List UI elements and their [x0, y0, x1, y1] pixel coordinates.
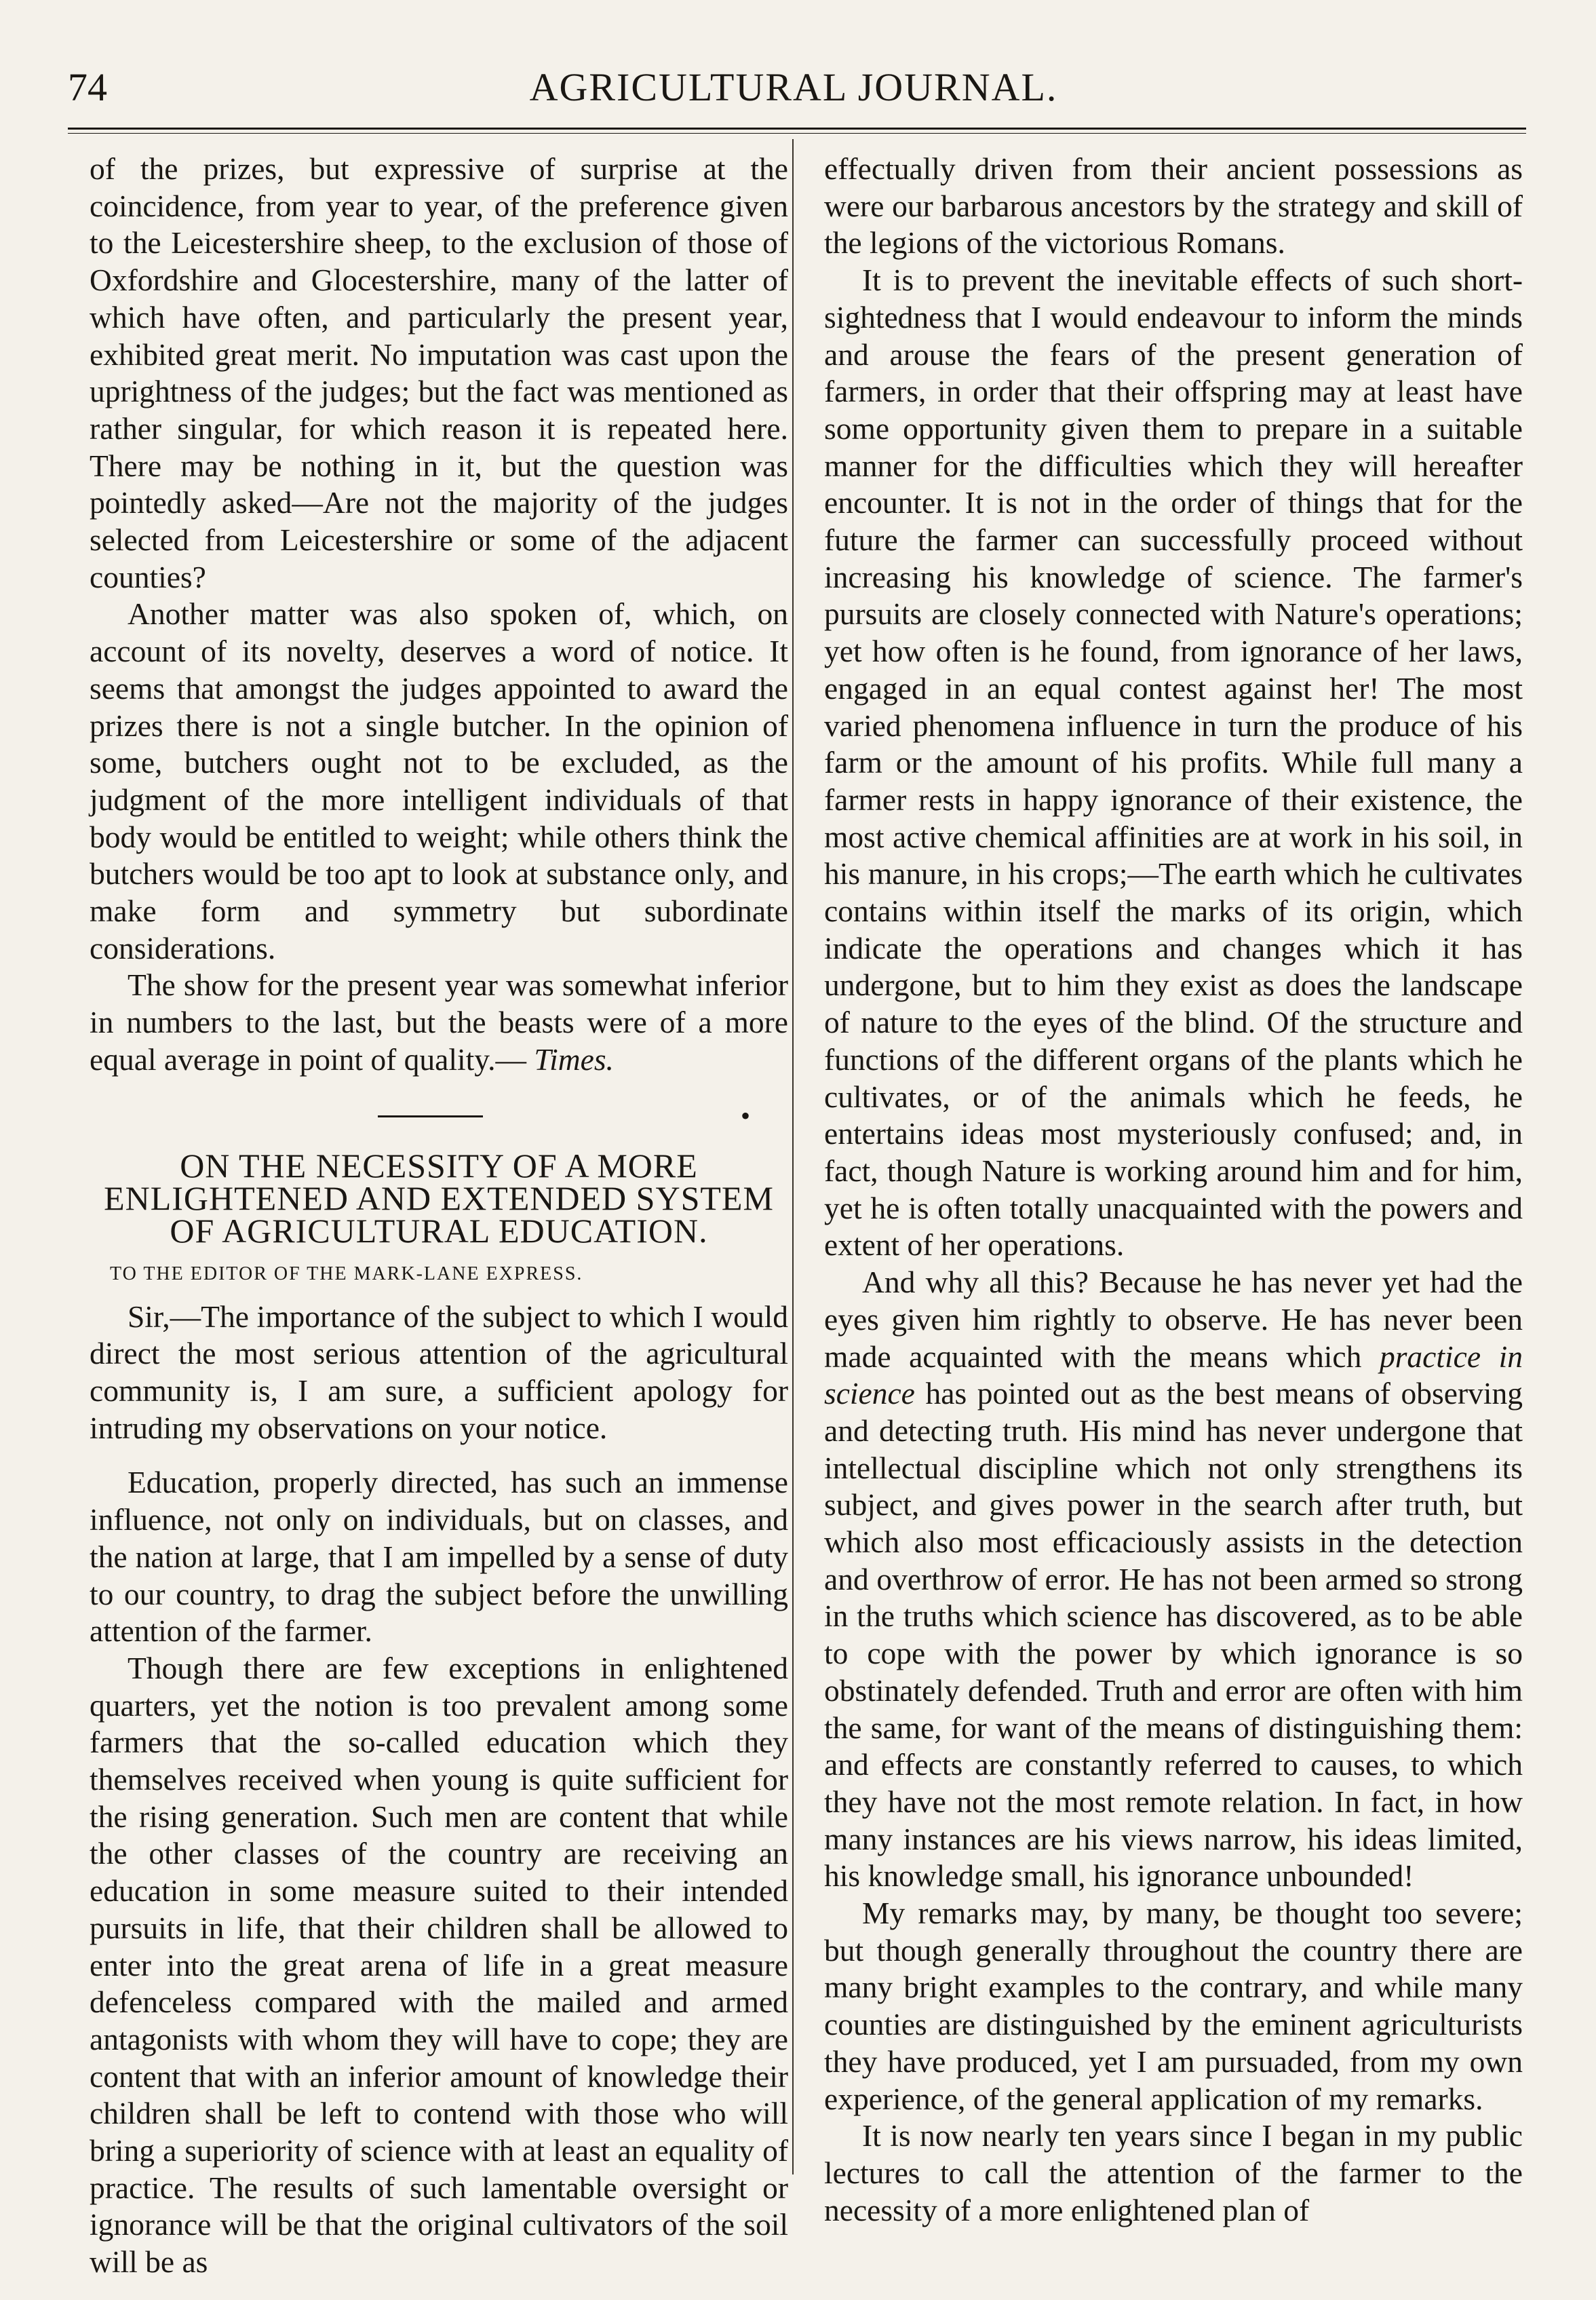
source-attribution: Times.: [534, 1041, 614, 1077]
article-title: ON THE NECESSITY OF A MORE ENLIGHTENED AND EXTENDED SYSTEM OF AGRICULTURAL EDUCATION.: [104, 1146, 774, 1250]
paragraph: of the prizes, but expressive of surprise at the coincidence, from year to year, of the preference given to the Leicestershire sheep, to the exclusion of those of Oxfordshire and Glocestershire, many of the latter of which have often, and particularly the present year, exhibited great merit. No imputation was cast upon the uprightness of the judges; but the fact was mentioned as rather singular, for which reason it is repeated here. There may be nothing in it, but the question was pointedly asked—Are not the majority of the judges selected from Leicestershire or some of the adjacent counties?: [90, 151, 788, 594]
header-rule-thin: [68, 133, 1526, 134]
paragraph-text: The show for the present year was somewhat inferior in numbers to the last, but the beasts were of a more equal average in point of quality.—: [90, 967, 788, 1077]
paragraph-text: And why all this? Because he has never yet had the eyes given him rightly to observe. He has never been made acquainted with the means which: [824, 1265, 1523, 1374]
left-column: [90, 151, 788, 2281]
paragraph: Sir,—The importance of the subject to which I would direct the most serious attention of the agricultural community is, I am sure, a sufficient apology for intruding my observations on your notice.: [90, 1299, 788, 1445]
page-header: [68, 58, 1519, 119]
paragraph-text: has pointed out as the best means of observing and detecting truth. His mind has never undergone that intellectual discipline which not only strengthens its subject, and gives power in the search after truth, but which also most efficaciously assists in the detection and overthrow of error. He has not been armed so strong in the truths which science has discovered, as to be able to cope with the power by which ignorance is so obstinately defended. Truth and error are often with him the same, for want of the means of distinguishing them: and effects are constantly referred to causes, to which they have not the most remote relation. In fact, in how many instances are his views narrow, his ideas limited, his knowledge small, his ignorance unbounded!: [824, 1376, 1523, 1894]
page-number: 74: [68, 65, 107, 109]
divider-mark: •: [741, 1100, 751, 1131]
paragraph: Education, properly directed, has such an immense influence, not only on individuals, but on classes, and the nation at large, that I am impelled by a sense of duty to our country, to drag the subject before the unwilling attention of the farmer.: [90, 1465, 788, 1649]
paragraph: Another matter was also spoken of, which, on account of its novelty, deserves a word of notice. It seems that amongst the judges appointed to award the prizes there is not a single butcher. In the opinion of some, butchers ought not to be excluded, as the judgment of the more intelligent individuals of that body would be entitled to weight; while others think the butchers would be too apt to look at substance only, and make form and symmetry but subordinate considerations.: [90, 596, 788, 965]
header-rule: [68, 128, 1526, 130]
paragraph: [90, 967, 788, 1078]
section-divider: [90, 1096, 788, 1137]
right-column: [824, 151, 1523, 2229]
paragraph: effectually driven from their ancient possessions as were our barbarous ancestors by the strategy and skill of the legions of the victorious Romans.: [824, 151, 1523, 261]
paragraph: It is to prevent the inevitable effects of such short-sightedness that I would endeavour to inform the minds and arouse the fears of the present generation of farmers, in order that their offspring may at least have some opportunity given them to prepare in a suitable manner for the difficulties which they will hereafter encounter. It is not in the order of things that for the future the farmer can successfully proceed without increasing his knowledge of science. The farmer's pursuits are closely connected with Nature's operations; yet how often is he found, from ignorance of her laws, engaged in an equal contest against her! The most varied phenomena influence in turn the produce of his farm or the amount of his profits. While full many a farmer rests in happy ignorance of their existence, the most active chemical affinities are at work in his soil, in his manure, in his crops;—The earth which he cultivates contains within itself the marks of its origin, which indicate the operations and changes which it has undergone, but to him they exist as does the landscape of nature to the eyes of the blind. Of the structure and functions of the different organs of the plants which he cultivates, or of the animals which he feeds, he entertains ideas most mysteriously confused; and, in fact, though Nature is working around him and for him, yet he is often totally unacquainted with the powers and extent of her operations.: [824, 263, 1523, 1263]
paragraph: Though there are few exceptions in enlightened quarters, yet the notion is too prevalent among some farmers that the so-called education which they themselves received when young is quite sufficient for the rising generation. Such men are content that while the other classes of the country are receiving an education in some measure suited to their intended pursuits in life, that their children shall be allowed to enter into the great arena of life in a great measure defenceless compared with the mailed and armed antagonists with whom they will have to cope; they are content that with an inferior amount of knowledge their children shall be left to contend with those who will bring a superiority of science with at least an equality of practice. The results of such lamentable oversight or ignorance will be that the original cultivators of the soil will be as: [90, 1650, 788, 2280]
paragraph: It is now nearly ten years since I began in my public lectures to call the attention of the farmer to the necessity of a more enlightened plan of: [824, 2118, 1523, 2227]
running-title: AGRICULTURAL JOURNAL.: [529, 65, 1058, 109]
divider-rule: [378, 1115, 483, 1117]
column-divider: [792, 139, 794, 2174]
addressee: TO THE EDITOR OF THE MARK-LANE EXPRESS.: [110, 1263, 583, 1284]
paragraph: My remarks may, by many, be thought too severe; but though generally throughout the country there are many bright examples to the contrary, and while many counties are distinguished by the eminent agriculturists they have produced, yet I am pursuaded, from my own experience, of the general application of my remarks.: [824, 1896, 1523, 2116]
paragraph: [824, 1264, 1523, 1895]
emphasis-text: practice in science: [824, 1339, 1523, 1411]
